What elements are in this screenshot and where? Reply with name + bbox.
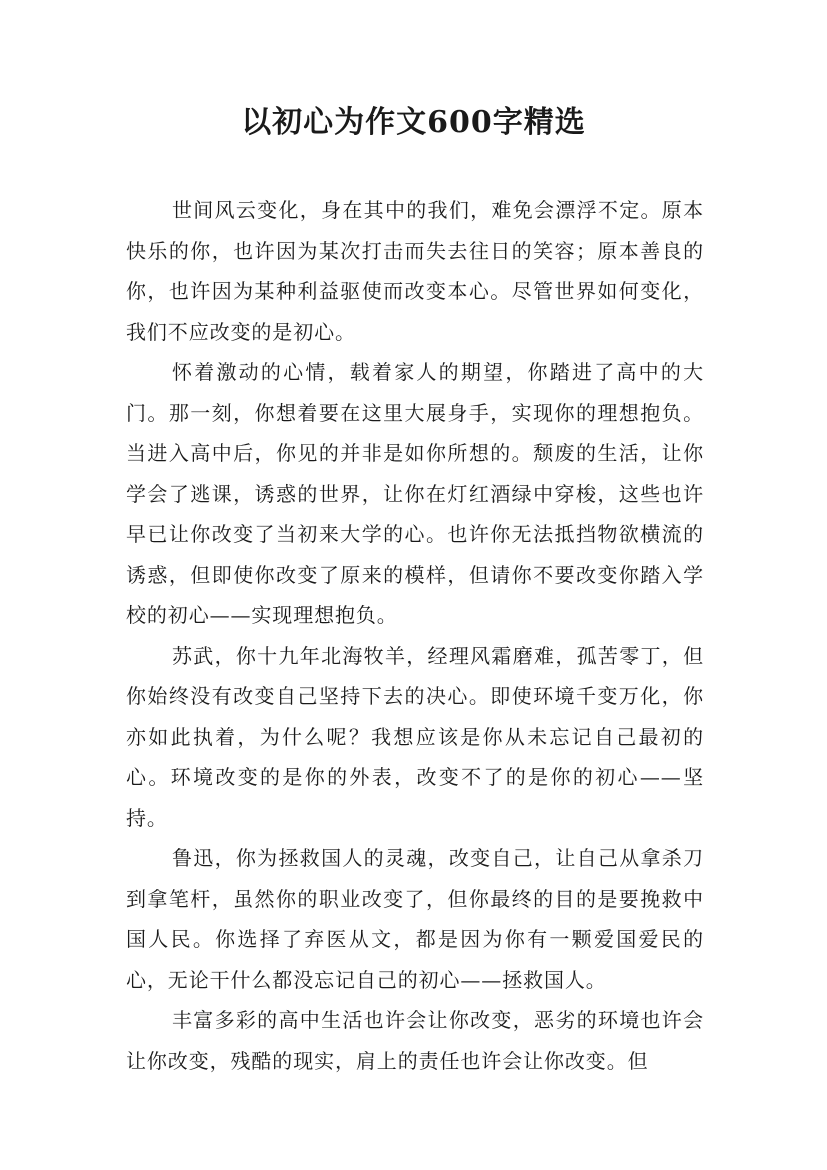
page-title: 以初心为作文600字精选 [241,105,586,140]
paragraph-3: 苏武，你十九年北海牧羊，经理风霜磨难，孤苦零丁，但你始终没有改变自己坚持下去的决心。即使环境千变万化，你亦如此执着，为什么呢？我想应该是你从未忘记自己最初的心。环境改变的是你的外表，改变不了的是你的初心——坚持。 [126,643,704,830]
paragraph-4: 鲁迅，你为拯救国人的灵魂，改变自己，让自己从拿杀刀到拿笔杆，虽然你的职业改变了，但你最终的目的是要挽救中国人民。你选择了弃医从文，都是因为你有一颗爱国爱民的心，无论干什么都没忘记自己的初心——拯救国人。 [126,846,704,992]
essay-body [126,190,704,1081]
paragraph-2: 怀着激动的心情，载着家人的期望，你踏进了高中的大门。那一刻，你想着要在这里大展身手，实现你的理想抱负。当进入高中后，你见的并非是如你所想的。颓废的生活，让你学会了逃课，诱惑的世界，让你在灯红酒绿中穿梭，这些也许早已让你改变了当初来大学的心。也许你无法抵挡物欲横流的诱惑，但即使你改变了原来的模样，但请你不要改变你踏入学校的初心——实现理想抱负。 [126,360,704,627]
paragraph-5: 丰富多彩的高中生活也许会让你改变，恶劣的环境也许会让你改变，残酷的现实，肩上的责任也许会让你改变。但 [126,1008,704,1073]
paragraph-1: 世间风云变化，身在其中的我们，难免会漂浮不定。原本快乐的你，也许因为某次打击而失去往日的笑容；原本善良的你，也许因为某种利益驱使而改变本心。尽管世界如何变化，我们不应改变的是初心。 [126,198,704,344]
